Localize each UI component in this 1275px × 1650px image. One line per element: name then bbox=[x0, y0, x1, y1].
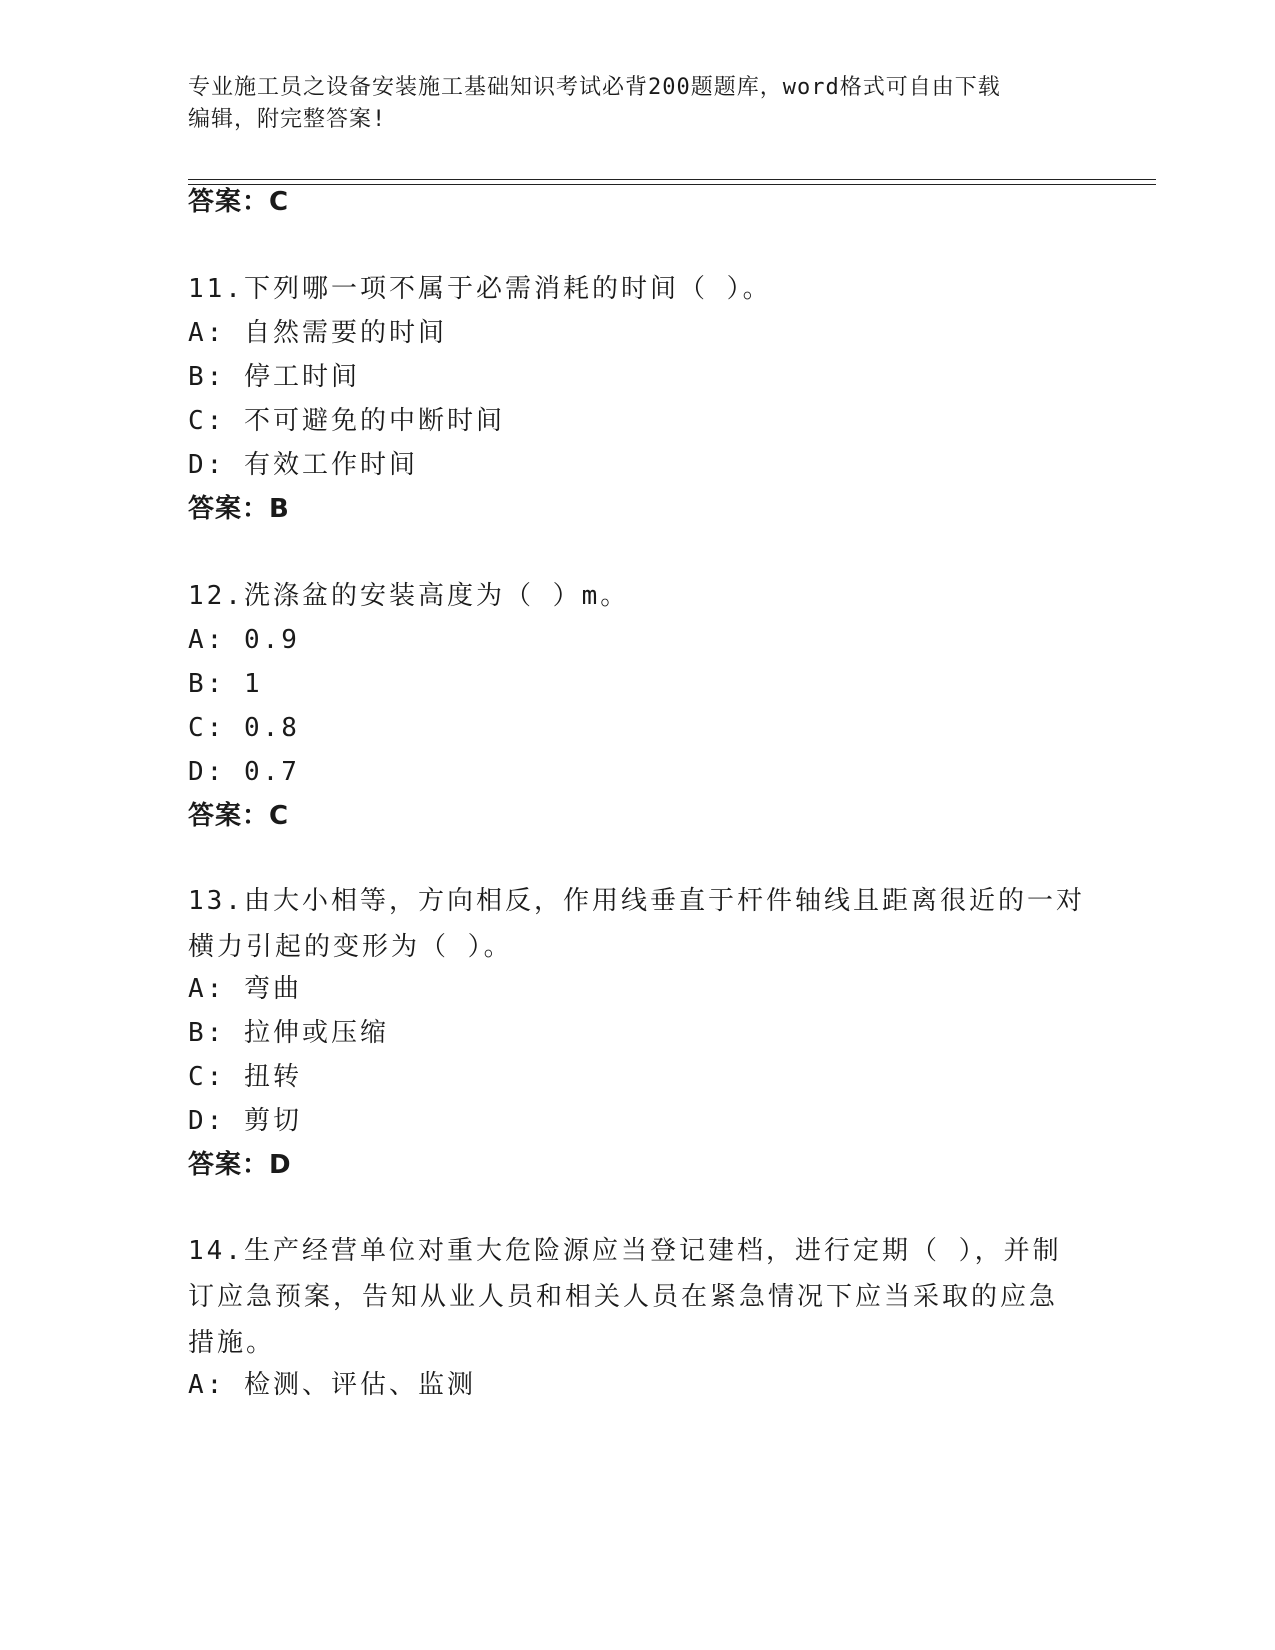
question-12-stem: 12.洗涤盆的安装高度为（ ）m。 bbox=[188, 581, 630, 611]
header-divider bbox=[188, 179, 1156, 185]
header-title-line-2: 编辑，附完整答案! bbox=[188, 107, 387, 132]
question-14-option-a: A: 检测、评估、监测 bbox=[188, 1370, 476, 1400]
question-13-stem-line-1: 13.由大小相等，方向相反，作用线垂直于杆件轴线且距离很近的一对 bbox=[188, 886, 1085, 916]
question-11-option-b: B: 停工时间 bbox=[188, 362, 360, 392]
question-14-stem bbox=[188, 1228, 1088, 1366]
question-13-stem bbox=[188, 878, 1088, 970]
question-13-option-a: A: 弯曲 bbox=[188, 974, 302, 1004]
answer-q11: 答案：B bbox=[188, 494, 290, 524]
question-11-option-c: C: 不可避免的中断时间 bbox=[188, 406, 505, 436]
answer-q13: 答案：D bbox=[188, 1150, 292, 1180]
question-12-option-b: B: 1 bbox=[188, 669, 263, 699]
question-13-option-d: D: 剪切 bbox=[188, 1106, 302, 1136]
question-12-option-d: D: 0.7 bbox=[188, 757, 300, 787]
answer-q10: 答案：C bbox=[188, 187, 290, 217]
question-11-option-d: D: 有效工作时间 bbox=[188, 450, 418, 480]
question-13-option-b: B: 拉伸或压缩 bbox=[188, 1018, 389, 1048]
header-title-line-1: 专业施工员之设备安装施工基础知识考试必背200题题库，word格式可自由下载 bbox=[188, 75, 1001, 100]
question-14-stem-line-3: 措施。 bbox=[188, 1328, 276, 1358]
question-12-option-c: C: 0.8 bbox=[188, 713, 300, 743]
document-header bbox=[188, 72, 1088, 136]
question-12-option-a: A: 0.9 bbox=[188, 625, 300, 655]
question-13-option-c: C: 扭转 bbox=[188, 1062, 302, 1092]
question-14-stem-line-1: 14.生产经营单位对重大危险源应当登记建档，进行定期（ ），并制 bbox=[188, 1236, 1062, 1266]
question-13-stem-line-2: 横力引起的变形为（ ）。 bbox=[188, 932, 513, 962]
question-14-stem-line-2: 订应急预案，告知从业人员和相关人员在紧急情况下应当采取的应急 bbox=[188, 1282, 1059, 1312]
answer-q12: 答案：C bbox=[188, 801, 290, 831]
question-11-stem: 11.下列哪一项不属于必需消耗的时间（ ）。 bbox=[188, 274, 772, 304]
question-11-option-a: A: 自然需要的时间 bbox=[188, 318, 447, 348]
